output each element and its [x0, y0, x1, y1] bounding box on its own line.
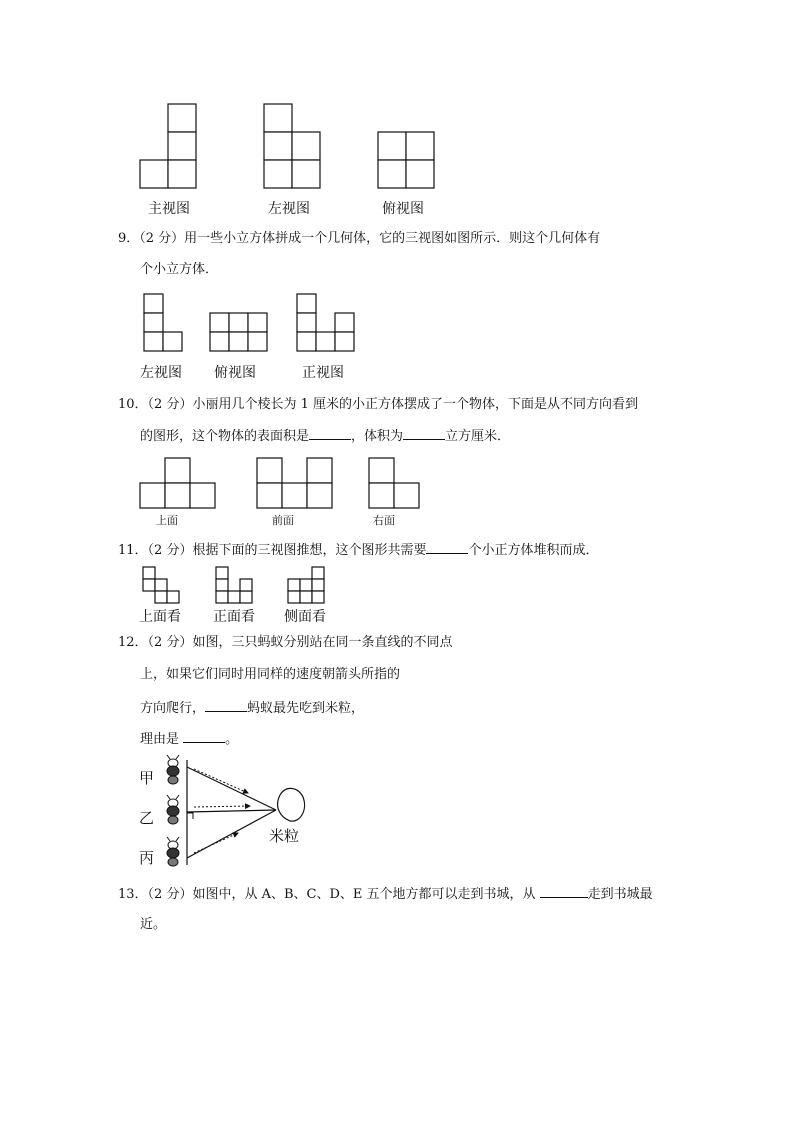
- q13-line2: 近。: [140, 917, 167, 932]
- q10-line2-c: 立方厘米．: [445, 429, 511, 444]
- left-view-figure: [264, 104, 324, 190]
- q11-line1: [118, 541, 598, 560]
- q12-line3-a: 方向爬行，: [140, 701, 206, 716]
- front-view-label: 主视图: [148, 201, 190, 217]
- q9-top-view-figure: [210, 313, 270, 353]
- q10-blank-surface-area[interactable]: [309, 427, 351, 440]
- q10-line1: 10．（2 分）小丽用几个棱长为 1 厘米的小正方体摆成了一个物体，下面是从不同方向看到: [118, 397, 638, 412]
- q11-top-label: 上面看: [139, 609, 181, 625]
- q12-line3-b: 蚂蚁最先吃到米粒，: [247, 701, 365, 716]
- q13-line1-b: 走到书城最: [587, 887, 653, 902]
- ant-label-bing: 丙: [139, 849, 155, 867]
- q11-front-label: 正面看: [213, 609, 255, 625]
- q10-line2: [140, 427, 510, 446]
- q9-line1: 9．（2 分）用一些小立方体拼成一个几何体，它的三视图如图所示．则这个几何体有: [118, 231, 601, 246]
- q11-blank-count[interactable]: [426, 541, 468, 554]
- q11-side-view-figure: [288, 567, 328, 607]
- q10-line2-b: ，体积为: [351, 429, 404, 444]
- q12-line3: [140, 699, 364, 718]
- q12-line1: 12．（2 分）如图，三只蚂蚁分别站在同一条直线的不同点: [118, 635, 453, 650]
- q12-blank-reason[interactable]: [183, 730, 225, 743]
- q12-blank-ant[interactable]: [205, 699, 247, 712]
- rice-grain-icon: [278, 788, 305, 821]
- q13-blank-place[interactable]: [540, 885, 588, 898]
- front-view-figure: [140, 104, 200, 190]
- q10-front-view-figure: [257, 458, 337, 510]
- ant-jia-icon: [167, 755, 179, 784]
- q12-line4-a: 理由是: [140, 732, 184, 747]
- ant-bing-icon: [167, 837, 179, 866]
- q11-line1-b: 个小正方体堆积而成．: [468, 543, 599, 558]
- q9-front-view-figure: [297, 294, 357, 354]
- q12-line2: 上，如果它们同时用同样的速度朝箭头所指的: [140, 667, 401, 682]
- q11-top-view-figure: [143, 567, 183, 607]
- ant-label-jia: 甲: [139, 769, 155, 787]
- q11-line1-a: 11．（2 分）根据下面的三视图推想，这个图形共需要: [118, 543, 427, 558]
- q10-line2-a: 的图形，这个物体的表面积是: [140, 429, 310, 444]
- ant-yi-icon: [167, 795, 179, 824]
- left-view-label: 左视图: [268, 201, 310, 217]
- q9-left-view-label: 左视图: [140, 365, 182, 381]
- q9-left-view-figure: [144, 294, 184, 354]
- q10-front-label: 前面: [272, 514, 294, 527]
- q10-right-view-figure: [369, 458, 424, 510]
- ant-label-yi: 乙: [139, 809, 155, 827]
- q11-side-label: 侧面看: [284, 609, 326, 625]
- q9-line2: 个小立方体．: [140, 262, 219, 277]
- q13-line1: [118, 885, 653, 904]
- q12-line4-b: 。: [225, 732, 239, 747]
- q10-right-label: 右面: [373, 514, 395, 527]
- q10-top-view-figure: [140, 458, 220, 510]
- ant-path-diagram: [158, 755, 328, 875]
- q10-blank-volume[interactable]: [403, 427, 445, 440]
- q12-line4: [140, 730, 238, 749]
- top-view-figure: [378, 132, 438, 190]
- top-view-label: 俯视图: [382, 201, 424, 217]
- rice-label: 米粒: [269, 827, 300, 845]
- q10-top-label: 上面: [156, 514, 178, 527]
- q13-line1-a: 13．（2 分）如图中，从 A、B、C、D、E 五个地方都可以走到书城，从: [118, 887, 540, 902]
- q9-top-view-label: 俯视图: [214, 365, 256, 381]
- q11-front-view-figure: [216, 567, 256, 607]
- q9-front-view-label: 正视图: [302, 365, 344, 381]
